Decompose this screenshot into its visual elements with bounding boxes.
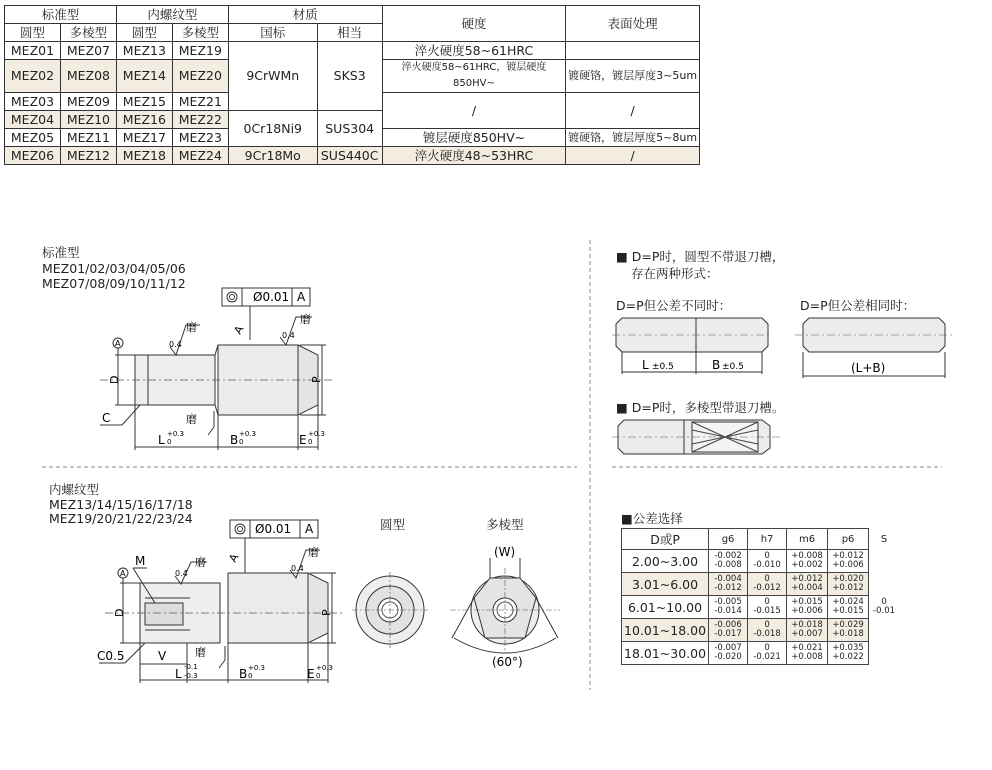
header-round: 圆型 bbox=[5, 24, 61, 42]
m6-cell: +0.018 +0.007 bbox=[787, 619, 828, 642]
code-cell: MEZ03 bbox=[5, 93, 61, 111]
h7-cell: 0 -0.018 bbox=[748, 619, 787, 642]
code-cell: MEZ13 bbox=[116, 42, 172, 60]
grind-label: 磨 bbox=[186, 413, 197, 426]
table-row bbox=[622, 573, 900, 596]
internal-drawing bbox=[95, 518, 355, 688]
hardness-cell: / bbox=[382, 93, 566, 129]
hardness-cell: 镀层硬度850HV~ bbox=[382, 129, 566, 147]
datum-label: A bbox=[120, 569, 126, 578]
tol-plus: +0.3 bbox=[167, 430, 184, 438]
w-label: (W) bbox=[494, 545, 516, 559]
tol-zero: 0 bbox=[239, 438, 244, 446]
code-cell: MEZ24 bbox=[172, 147, 228, 165]
range-cell: 3.01~6.00 bbox=[622, 573, 709, 596]
tol-plus: +0.3 bbox=[248, 664, 265, 672]
dim-d: D bbox=[113, 608, 126, 617]
roughness-label: 0.4 bbox=[175, 569, 188, 578]
p6-cell: +0.035 +0.022 bbox=[828, 642, 869, 665]
grind-label: 磨 bbox=[300, 313, 311, 326]
b-label: B bbox=[712, 358, 721, 372]
same-pin-drawing bbox=[795, 312, 955, 378]
table-row bbox=[622, 642, 900, 665]
header-equiv: 相当 bbox=[317, 24, 382, 42]
g6-cell: -0.007 -0.020 bbox=[709, 642, 748, 665]
surface-cell: 镀硬铬，镀层厚度3~5um bbox=[566, 60, 700, 93]
tol-plus: +0.3 bbox=[239, 430, 256, 438]
internal-codes-1: MEZ13/14/15/16/17/18 bbox=[49, 497, 193, 512]
code-cell: MEZ08 bbox=[60, 60, 116, 93]
dim-b: B bbox=[239, 667, 248, 681]
header-internal: 内螺纹型 bbox=[116, 6, 228, 24]
lb-label: (L+B) bbox=[851, 361, 886, 375]
code-cell: MEZ21 bbox=[172, 93, 228, 111]
grind-label: 磨 bbox=[186, 321, 197, 334]
p6-cell: +0.020 +0.012 bbox=[828, 573, 869, 596]
p6-cell: +0.012 +0.006 bbox=[828, 550, 869, 573]
tol-zero: 0 bbox=[308, 438, 313, 446]
code-cell: MEZ11 bbox=[60, 129, 116, 147]
dim-l: L bbox=[158, 433, 165, 447]
code-cell: MEZ22 bbox=[172, 111, 228, 129]
code-cell: MEZ10 bbox=[60, 111, 116, 129]
gdt-ref: A bbox=[305, 522, 314, 536]
material-equiv: SUS304 bbox=[317, 111, 382, 147]
range-cell: 2.00~3.00 bbox=[622, 550, 709, 573]
header-round: 圆型 bbox=[116, 24, 172, 42]
tol-zero: 0 bbox=[248, 672, 253, 680]
tol-plus: +0.3 bbox=[316, 664, 333, 672]
code-cell: MEZ20 bbox=[172, 60, 228, 93]
code-cell: MEZ04 bbox=[5, 111, 61, 129]
material-gb: 0Cr18Ni9 bbox=[228, 111, 317, 147]
runout-ref: A bbox=[226, 551, 242, 565]
code-cell: MEZ09 bbox=[60, 93, 116, 111]
round-label: 圆型 bbox=[380, 517, 406, 532]
code-cell: MEZ18 bbox=[116, 147, 172, 165]
dim-d: D bbox=[108, 375, 121, 384]
dim-e: E bbox=[299, 433, 307, 447]
table-row bbox=[622, 596, 900, 619]
header-poly: 多棱型 bbox=[60, 24, 116, 42]
surface-cell: / bbox=[566, 147, 700, 165]
grind-label: 磨 bbox=[308, 546, 319, 559]
note-1-line2: 存在两种形式： bbox=[631, 266, 719, 281]
h7-cell: 0 -0.012 bbox=[748, 573, 787, 596]
l-label: L bbox=[642, 358, 649, 372]
tol-low: -0.3 bbox=[184, 672, 198, 680]
material-gb: 9CrWMn bbox=[228, 42, 317, 111]
code-cell: MEZ19 bbox=[172, 42, 228, 60]
g6-cell: -0.005 -0.014 bbox=[709, 596, 748, 619]
round-end-view bbox=[350, 570, 430, 650]
m6-cell: +0.012 +0.004 bbox=[787, 573, 828, 596]
h7-cell: 0 -0.010 bbox=[748, 550, 787, 573]
table-row bbox=[622, 619, 900, 642]
range-cell: 18.01~30.00 bbox=[622, 642, 709, 665]
s-cell: 0 -0.01 bbox=[873, 597, 896, 616]
material-gb: 9Cr18Mo bbox=[228, 147, 317, 165]
surface-cell bbox=[566, 42, 700, 60]
table-row bbox=[5, 147, 700, 165]
h7-cell: 0 -0.015 bbox=[748, 596, 787, 619]
header-hardness: 硬度 bbox=[382, 6, 566, 42]
runout-ref: A bbox=[231, 323, 247, 337]
pm-label: ±0.5 bbox=[722, 362, 744, 372]
p6-cell: +0.029 +0.018 bbox=[828, 619, 869, 642]
diff-pin-drawing bbox=[612, 312, 772, 378]
code-cell: MEZ15 bbox=[116, 93, 172, 111]
header-m6: m6 bbox=[787, 529, 828, 550]
grind-label: 磨 bbox=[195, 556, 206, 569]
surface-cell: / bbox=[566, 93, 700, 129]
gdt-tolerance: Ø0.01 bbox=[255, 522, 292, 536]
m6-cell: +0.008 +0.002 bbox=[787, 550, 828, 573]
header-dp: D或P bbox=[622, 529, 709, 550]
p6-cell: +0.024 +0.015 bbox=[828, 596, 869, 619]
tolerance-title: ■公差选择 bbox=[621, 511, 683, 526]
hardness-cell: 淬火硬度58~61HRC bbox=[382, 42, 566, 60]
diff-label: D=P但公差不同时： bbox=[616, 298, 732, 313]
poly-pin-drawing bbox=[612, 414, 782, 458]
hardness-cell: 淬火硬度58~61HRC，镀层硬度850HV~ bbox=[382, 60, 566, 93]
standard-drawing bbox=[90, 285, 350, 455]
divider bbox=[42, 465, 577, 469]
code-cell: MEZ07 bbox=[60, 42, 116, 60]
tolerance-table bbox=[621, 528, 899, 665]
dim-c: C0.5 bbox=[97, 649, 125, 663]
code-cell: MEZ05 bbox=[5, 129, 61, 147]
material-equiv: SKS3 bbox=[317, 42, 382, 111]
poly-end-view bbox=[440, 538, 570, 668]
divider-vertical bbox=[588, 240, 592, 690]
code-cell: MEZ16 bbox=[116, 111, 172, 129]
tol-up: -0.1 bbox=[184, 663, 198, 671]
dim-e: E bbox=[307, 667, 315, 681]
header-g6: g6 bbox=[709, 529, 748, 550]
header-p6: p6 bbox=[828, 529, 869, 550]
divider bbox=[612, 465, 942, 469]
h7-cell: 0 -0.021 bbox=[748, 642, 787, 665]
dim-b: B bbox=[230, 433, 239, 447]
poly-label: 多棱型 bbox=[486, 517, 524, 532]
header-poly: 多棱型 bbox=[172, 24, 228, 42]
code-cell: MEZ12 bbox=[60, 147, 116, 165]
header-material: 材质 bbox=[228, 6, 382, 24]
standard-codes-2: MEZ07/08/09/10/11/12 bbox=[42, 276, 186, 291]
roughness-label: 0.4 bbox=[282, 331, 295, 340]
roughness-label: 0.4 bbox=[291, 564, 304, 573]
tol-zero: 0 bbox=[167, 438, 172, 446]
tol-zero: 0 bbox=[316, 672, 321, 680]
code-cell: MEZ02 bbox=[5, 60, 61, 93]
standard-codes-1: MEZ01/02/03/04/05/06 bbox=[42, 261, 186, 276]
header-s: S bbox=[880, 533, 888, 545]
g6-cell: -0.002 -0.008 bbox=[709, 550, 748, 573]
note-1: ■ D=P时，圆型不带退刀槽， bbox=[616, 249, 785, 264]
same-label: D=P但公差相同时： bbox=[800, 298, 916, 313]
hardness-cell: 淬火硬度48~53HRC bbox=[382, 147, 566, 165]
dim-p: P bbox=[320, 609, 333, 616]
standard-title: 标准型 bbox=[42, 245, 80, 260]
angle-label: (60°) bbox=[492, 655, 523, 668]
table-row bbox=[5, 42, 700, 60]
dim-v: V bbox=[158, 649, 167, 663]
gdt-ref: A bbox=[297, 290, 306, 304]
m6-cell: +0.015 +0.006 bbox=[787, 596, 828, 619]
header-gb: 国标 bbox=[228, 24, 317, 42]
dim-p: P bbox=[310, 376, 323, 383]
range-cell: 10.01~18.00 bbox=[622, 619, 709, 642]
code-cell: MEZ17 bbox=[116, 129, 172, 147]
code-cell: MEZ01 bbox=[5, 42, 61, 60]
g6-cell: -0.006 -0.017 bbox=[709, 619, 748, 642]
header-standard: 标准型 bbox=[5, 6, 117, 24]
range-cell: 6.01~10.00 bbox=[622, 596, 709, 619]
gdt-tolerance: Ø0.01 bbox=[253, 290, 290, 304]
material-equiv: SUS440C bbox=[317, 147, 382, 165]
note-2: ■ D=P时，多棱型带退刀槽。 bbox=[616, 400, 785, 415]
tol-plus: +0.3 bbox=[308, 430, 325, 438]
g6-cell: -0.004 -0.012 bbox=[709, 573, 748, 596]
internal-codes-2: MEZ19/20/21/22/23/24 bbox=[49, 511, 193, 526]
dim-l: L bbox=[175, 667, 182, 681]
dim-m: M bbox=[135, 554, 146, 568]
m6-cell: +0.021 +0.008 bbox=[787, 642, 828, 665]
header-surface: 表面处理 bbox=[566, 6, 700, 42]
dim-c: C bbox=[102, 411, 111, 425]
grind-label: 磨 bbox=[195, 646, 206, 659]
datum-label: A bbox=[115, 339, 121, 348]
code-cell: MEZ14 bbox=[116, 60, 172, 93]
table-row bbox=[622, 550, 900, 573]
surface-cell: 镀硬铬，镀层厚度5~8um bbox=[566, 129, 700, 147]
code-cell: MEZ23 bbox=[172, 129, 228, 147]
roughness-label: 0.4 bbox=[169, 340, 182, 349]
header-h7: h7 bbox=[748, 529, 787, 550]
code-cell: MEZ06 bbox=[5, 147, 61, 165]
internal-title: 内螺纹型 bbox=[49, 482, 100, 497]
pm-label: ±0.5 bbox=[652, 362, 674, 372]
spec-table bbox=[4, 5, 700, 165]
